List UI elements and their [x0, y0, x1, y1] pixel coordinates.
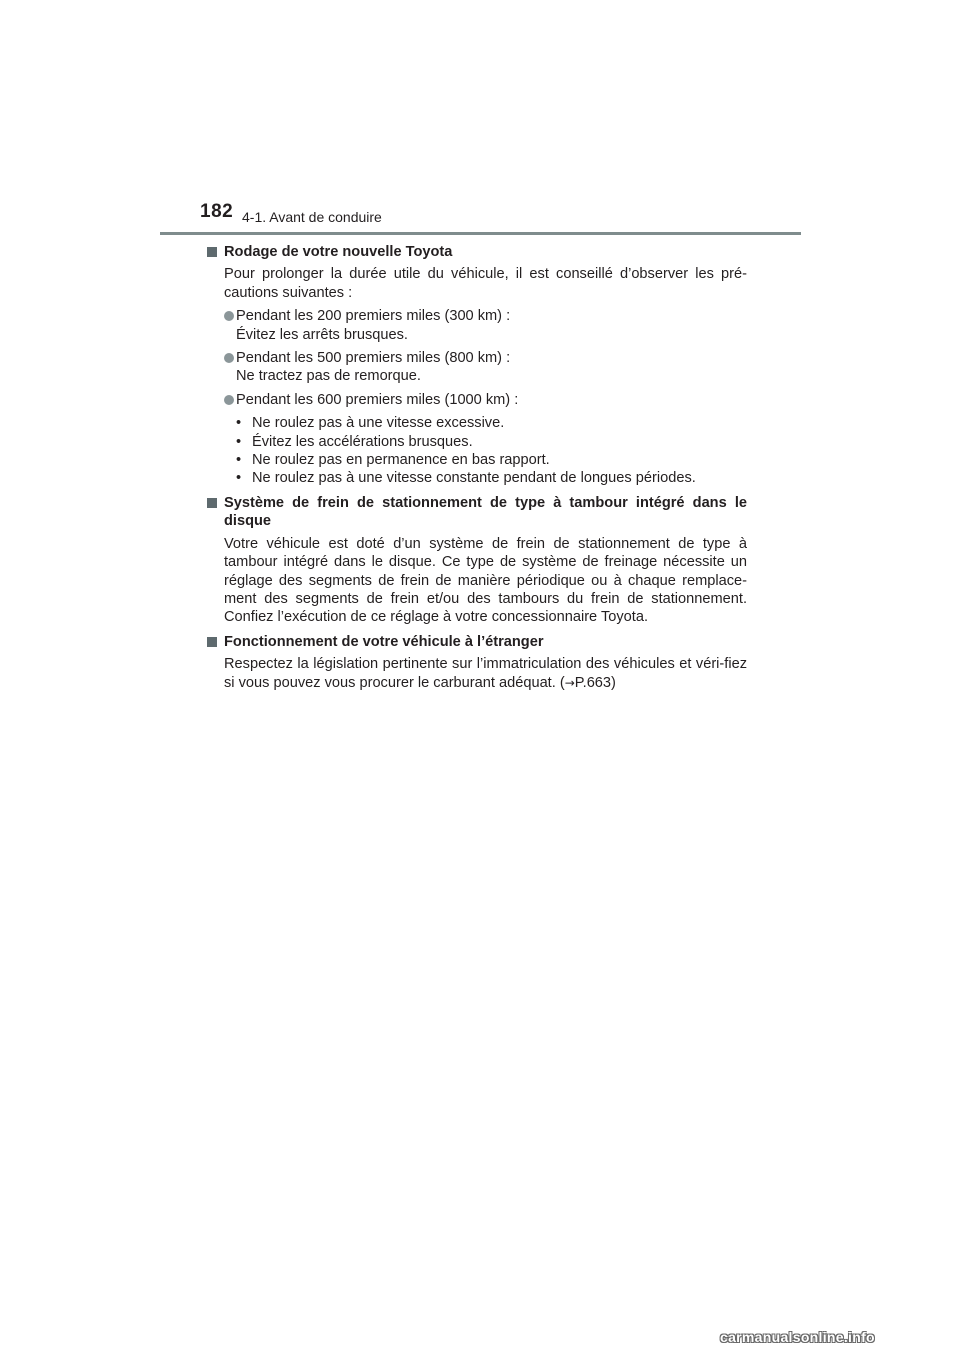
sub-list-item: • Ne roulez pas à une vitesse constante pendant de longues périodes. [236, 470, 696, 487]
sub-list-item: • Ne roulez pas en permanence en bas rapport. [236, 452, 550, 469]
page-number: 182 [200, 201, 234, 222]
square-bullet-icon [207, 498, 217, 508]
square-bullet-icon [207, 637, 217, 647]
list-item: Pendant les 600 premiers miles (1000 km) : [224, 391, 747, 409]
circle-bullet-icon [224, 311, 234, 321]
page-content [207, 243, 747, 692]
page-reference-link[interactable]: P.663) [574, 674, 616, 691]
list-item: Pendant les 200 premiers miles (300 km) : Évitez les arrêts brusques. [224, 307, 747, 344]
square-bullet-icon [207, 247, 217, 257]
arrow-right-icon: → [564, 675, 575, 690]
section-parking-brake [207, 494, 747, 627]
header-rule [160, 232, 801, 235]
section-title: 4-1. Avant de conduire [242, 209, 382, 225]
paragraph: Votre véhicule est doté d’un système de frein de stationnement de type à tambour intégré dans le disque. Ce type de système de freinage nécessite un réglage des segments de frein de manière périodique ou à chaque remplace-ment des segments de frein et/ou des tambours du frein de stationnement. Confiez l’exécution de ce réglage à votre concessionnaire Toyota. [224, 535, 747, 626]
section-abroad [207, 633, 747, 692]
watermark: carmanualsonline.info [720, 1329, 875, 1345]
section-heading: Système de frein de stationnement de type à tambour intégré dans le disque [207, 494, 747, 531]
section-heading: Rodage de votre nouvelle Toyota [207, 243, 747, 261]
dot-marker: • [236, 452, 242, 469]
paragraph: Pour prolonger la durée utile du véhicule, il est conseillé d’observer les pré-cautions suivantes : [224, 266, 747, 301]
dot-marker: • [236, 470, 242, 487]
sub-list-item: • Évitez les accélérations brusques. [236, 433, 473, 450]
list-item: Pendant les 500 premiers miles (800 km) : Ne tractez pas de remorque. [224, 349, 747, 386]
dot-marker: • [236, 415, 242, 432]
circle-bullet-icon [224, 353, 234, 363]
paragraph: Respectez la législation pertinente sur l’immatriculation des véhicules et véri-fiez si vous pouvez vous procurer le carburant adéquat. (→P.663) [224, 656, 747, 691]
section-heading: Fonctionnement de votre véhicule à l’étranger [207, 633, 747, 651]
circle-bullet-icon [224, 395, 234, 405]
sub-list [236, 414, 747, 488]
section-break-in [207, 243, 747, 488]
sub-list-item: • Ne roulez pas à une vitesse excessive. [236, 415, 505, 432]
dot-marker: • [236, 433, 242, 450]
